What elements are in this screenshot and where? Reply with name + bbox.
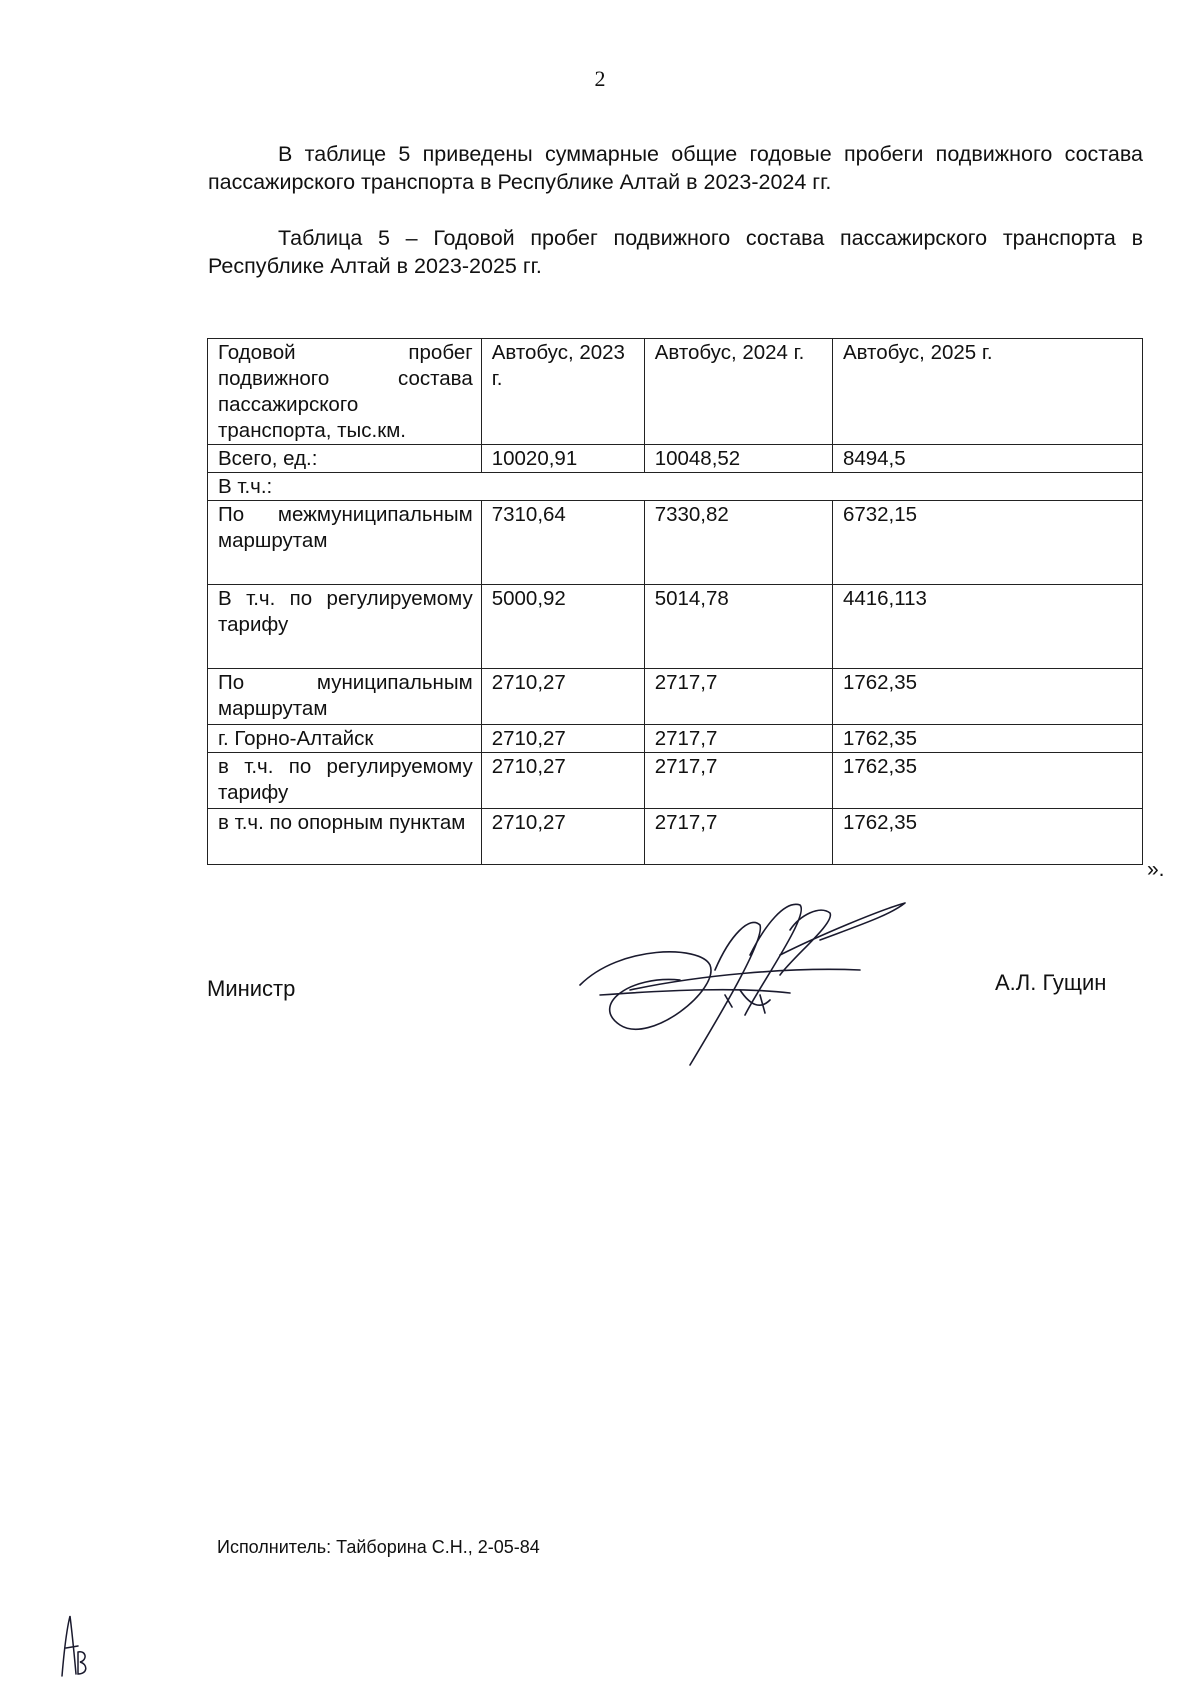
value-2025: 1762,35	[832, 669, 1142, 725]
value-2025: 1762,35	[832, 753, 1142, 809]
row-label: в т.ч. по опорным пунктам	[208, 809, 482, 865]
value-2023: 7310,64	[481, 501, 644, 585]
value-2025: 1762,35	[832, 725, 1142, 753]
value-2024: 10048,52	[644, 445, 832, 473]
table-row	[208, 725, 1143, 753]
value-2023: 5000,92	[481, 585, 644, 669]
table-caption-paragraph	[208, 224, 1143, 280]
value-2023: 2710,27	[481, 725, 644, 753]
value-2024: 2717,7	[644, 809, 832, 865]
value-2025: 4416,113	[832, 585, 1142, 669]
row-label: Всего, ед.:	[208, 445, 482, 473]
executor-note: Исполнитель: Тайборина С.Н., 2-05-84	[217, 1537, 540, 1557]
value-2023: 10020,91	[481, 445, 644, 473]
row-label: г. Горно-Алтайск	[208, 725, 482, 753]
value-2023: 2710,27	[481, 809, 644, 865]
row-label: В т.ч. по регулируемому тарифу	[208, 585, 482, 669]
header-cell-2025: Автобус, 2025 г.	[832, 339, 1142, 445]
signatory-name: А.Л. Гущин	[995, 970, 1107, 995]
table-row	[208, 753, 1143, 809]
table-row	[208, 669, 1143, 725]
table-caption: Таблица 5 – Годовой пробег подвижного состава пассажирского транспорта в Республике Алтай в 2023-2025 гг.	[208, 226, 1143, 278]
value-2024: 7330,82	[644, 501, 832, 585]
table-row	[208, 473, 1143, 501]
table-header-row	[208, 339, 1143, 445]
row-label: По межмуниципальным маршрутам	[208, 501, 482, 585]
row-label: В т.ч.:	[208, 473, 1143, 501]
margin-initials-mark	[58, 1612, 90, 1678]
value-2025: 6732,15	[832, 501, 1142, 585]
value-2024: 5014,78	[644, 585, 832, 669]
value-2023: 2710,27	[481, 753, 644, 809]
handwritten-signature	[560, 895, 920, 1075]
table-row	[208, 585, 1143, 669]
intro-paragraph	[208, 140, 1143, 196]
row-label: в т.ч. по регулируемому тарифу	[208, 753, 482, 809]
row-label: По муниципальным маршрутам	[208, 669, 482, 725]
value-2025: 1762,35	[832, 809, 1142, 865]
signatory-position: Министр	[207, 976, 296, 1001]
table-row	[208, 445, 1143, 473]
closing-quote: ».	[1147, 858, 1165, 881]
value-2025: 8494,5	[832, 445, 1142, 473]
page-number: 2	[594, 66, 606, 91]
intro-text: В таблице 5 приведены суммарные общие годовые пробеги подвижного состава пассажирского транспорта в Республике Алтай в 2023-2024 гг.	[208, 142, 1143, 194]
value-2024: 2717,7	[644, 753, 832, 809]
header-cell-2023: Автобус, 2023 г.	[481, 339, 644, 445]
value-2024: 2717,7	[644, 725, 832, 753]
table-row	[208, 501, 1143, 585]
mileage-table	[207, 338, 1143, 865]
header-cell-2024: Автобус, 2024 г.	[644, 339, 832, 445]
value-2024: 2717,7	[644, 669, 832, 725]
table-row	[208, 809, 1143, 865]
value-2023: 2710,27	[481, 669, 644, 725]
header-cell-indicator: Годовой пробег подвижного состава пассажирского транспорта, тыс.км.	[208, 339, 482, 445]
